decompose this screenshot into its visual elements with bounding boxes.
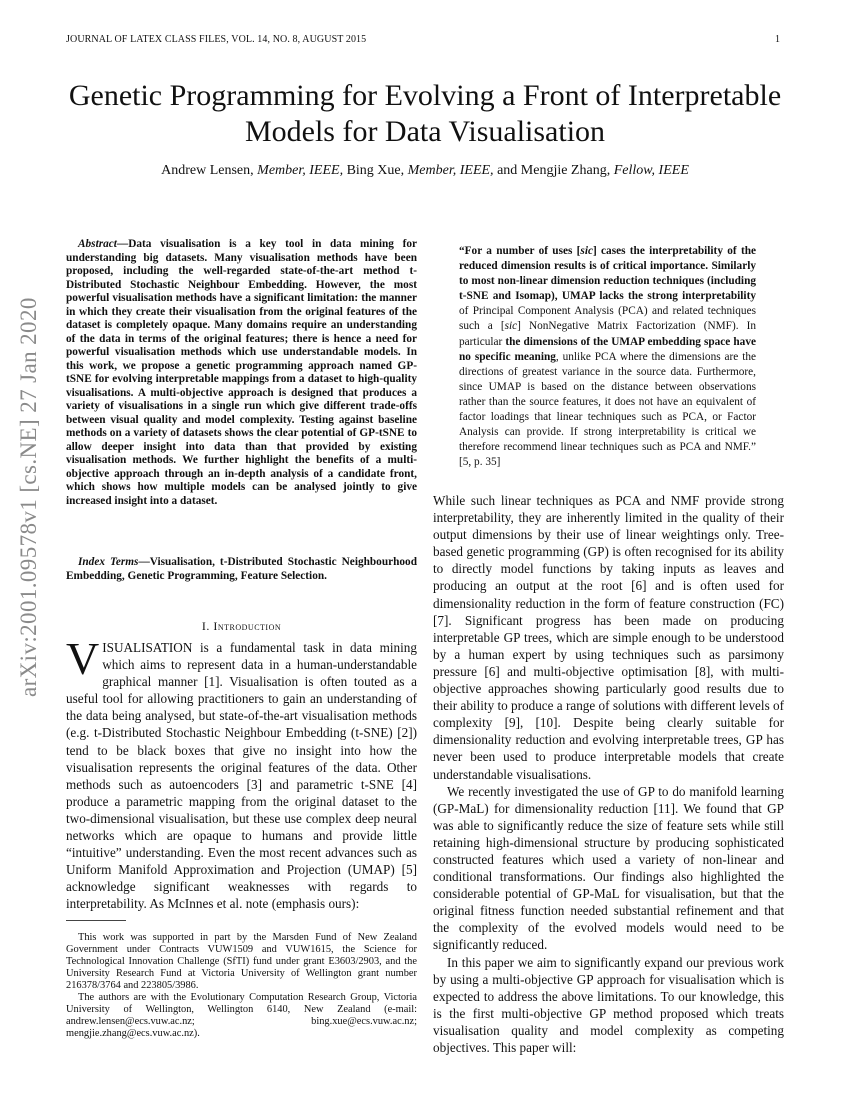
intro-text: is a fundamental task in data mining which aims to represent data in a human-understandable graphical manner [1]. Visualisation is often touted as a useful tool for allowing practitioners to gain an understanding of the data being analysed, but state-of-the-art visualisation methods (e.g. t-Distributed Stochastic Neighbour Embedding (t-SNE) [2]) tend to be black boxes that give no insight into how the visualisation represents the original features of the data. Other methods such as autoencoders [3] and parametric t-SNE [4] produce a parametric mapping from the original dataset to the two-dimensional visualisation, but these use complex deep neural networks which are opaque to humans and provide little “intuitive” understanding. Even the most recent advances such as Uniform Manifold Approximation and Projection (UMAP) [5] acknowledge significant weaknesses with regards to interpretability. As McInnes et al. note (emphasis ours):: [66, 640, 417, 912]
body-paragraph: In this paper we aim to significantly expand our previous work by using a multi-objective GP approach for visualisation which is expected to address the above limitations. To our knowledge, this is the first multi-objective GP method proposed which treats visualisation quality and model complexity as competing objectives. This paper will:: [433, 954, 784, 1055]
intro-first-word: ISUALISATION: [102, 640, 193, 655]
index-terms-text: —Visualisation, t-Distributed Stochastic Neighbourhood Embedding, Genetic Programming, Feature Selection.: [66, 556, 417, 582]
affiliation-footnote: The authors are with the Evolutionary Computation Research Group, Victoria University of Wellington, Wellington 6140, New Zealand (e-mail: andrew.lensen@ecs.vuw.ac.nz; bing.xue@ecs.vuw.ac.nz; mengjie.zhang@ecs.vuw.ac.nz).: [66, 992, 417, 1039]
author-line: [60, 163, 790, 179]
author-name: Andrew Lensen,: [161, 163, 258, 178]
block-quote: [459, 244, 756, 470]
author-membership: Fellow, IEEE: [613, 163, 689, 178]
abstract-text: —Data visualisation is a key tool in data mining for understanding big datasets. Many visualisation methods have been proposed, including the well-regarded state-of-the-art method t-Distributed Stochastic Neighbour Embedding. However, the most powerful visualisation methods have a significant limitation: the manner in which they create their visualisation from the original features of the dataset is completely opaque. Many domains require an understanding of the data in terms of the original features; there is hence a need for powerful visualisation methods which use understandable models. In this work, we propose a genetic programming approach named GP-tSNE for evolving interpretable mappings from a dataset to high-quality visualisations. A multi-objective approach is designed that produces a variety of visualisations in a single run which give different trade-offs between visual quality and model complexity. Testing against baseline methods on a variety of datasets shows the clear potential of GP-tSNE to allow deeper insight into data than that provided by existing visualisation methods. We further highlight the benefits of a multi-objective approach through an in-depth analysis of a candidate front, which shows how multiple models can be analysed jointly to give increased insight into a dataset.: [66, 238, 417, 507]
drop-cap: V: [66, 633, 100, 684]
page-number: 1: [775, 34, 780, 45]
index-terms-label: Index Terms: [78, 556, 139, 568]
author-name: Bing Xue,: [343, 163, 408, 178]
quote-text: ] NonNegative Matrix Factorization (NMF). In particular: [459, 320, 756, 348]
author-membership: Member, IEEE,: [257, 163, 344, 178]
abstract: [66, 238, 417, 508]
footnotes: [66, 932, 417, 1040]
arxiv-stamp: arXiv:2001.09578v1 [cs.NE] 27 Jan 2020: [16, 297, 41, 697]
quote-text: , unlike PCA where the dimensions are the directions of greatest variance in the source data. Furthermore, since UMAP is based on the distance between observations rather than the source features, it does not have an equivalent of factor loadings that linear techniques such as PCA, or Factor Analysis can provide. If strong interpretability is critical we therefore recommend linear techniques such as PCA and NMF.” [5, p. 35]: [459, 350, 756, 469]
author-name: and Mengjie Zhang,: [493, 163, 614, 178]
section-title: Introduction: [213, 619, 282, 633]
quote-text: of Principal Component Analysis (PCA) and related techniques such a [: [459, 305, 756, 333]
quote-sic: sic: [504, 320, 518, 333]
funding-footnote: This work was supported in part by the Marsden Fund of New Zealand Government under Contracts VUW1509 and VUW1615, the Science for Technological Innovation Challenge (SfTI) fund under grant E3603/2903, and the University Research Fund at Victoria University of Wellington grant number 216378/3764 and 223805/3986.: [66, 932, 417, 991]
right-column-body: [433, 492, 784, 1056]
section-heading: [66, 619, 417, 634]
section-number: I.: [201, 619, 214, 633]
quote-sic: sic: [580, 245, 593, 257]
body-paragraph: While such linear techniques as PCA and NMF provide strong interpretability, they are inherently limited in the quality of their output dimensions by their use of linear weightings only. Tree-based genetic programming (GP) is often recognised for its ability to directly model functions by taking inputs as leaves and producing an output at the root [6] and is often used for dimensionality reduction in the form of feature construction (FC) [7]. Significant progress has been made on producing interpretable GP trees, which are simple enough to be understood by a human expert by using techniques such as parsimony pressure [6] and multi-objective optimisation [8], with multi-objective approaches showing particularly good results due to their ability to produce a range of solutions with different levels of complexity [9], [10]. Despite being clearly suitable for dimensionality reduction and evolving interpretable trees, GP has never been used to produce interpretable models that create understandable visualisations.: [433, 493, 784, 782]
paper-title: Genetic Programming for Evolving a Front of Interpretable Models for Data Visualisation: [68, 79, 782, 148]
index-terms: [66, 556, 417, 583]
quote-bold: the dimensions of the UMAP embedding space have no specific meaning: [459, 335, 756, 363]
quote-bold: “For a number of uses [: [459, 245, 581, 257]
running-header: JOURNAL OF LATEX CLASS FILES, VOL. 14, NO. 8, AUGUST 2015: [66, 34, 367, 45]
quote-bold: ] cases the interpretability of the reduced dimension results is of critical importance. Similarly to most non-linear dimension reduction techniques (including t-SNE and Isomap), UMAP lacks the strong interpretability: [459, 245, 756, 303]
abstract-label: Abstract: [78, 238, 117, 250]
intro-paragraph: [66, 633, 417, 913]
body-paragraph: We recently investigated the use of GP to do manifold learning (GP-MaL) for dimensionality reduction [11]. We found that GP was able to significantly reduce the size of feature sets while still retaining high-dimensional structure by producing sophisticated constructed features which used a variety of non-linear and conditional transformations. Our findings also highlighted the considerable potential of GP-MaL for visualisation, but that the original fitness function needed substantial refinement and that the complexity of the evolved models would need to be significantly reduced.: [433, 783, 784, 953]
author-membership: Member, IEEE,: [407, 163, 494, 178]
footnote-rule: [66, 920, 126, 921]
